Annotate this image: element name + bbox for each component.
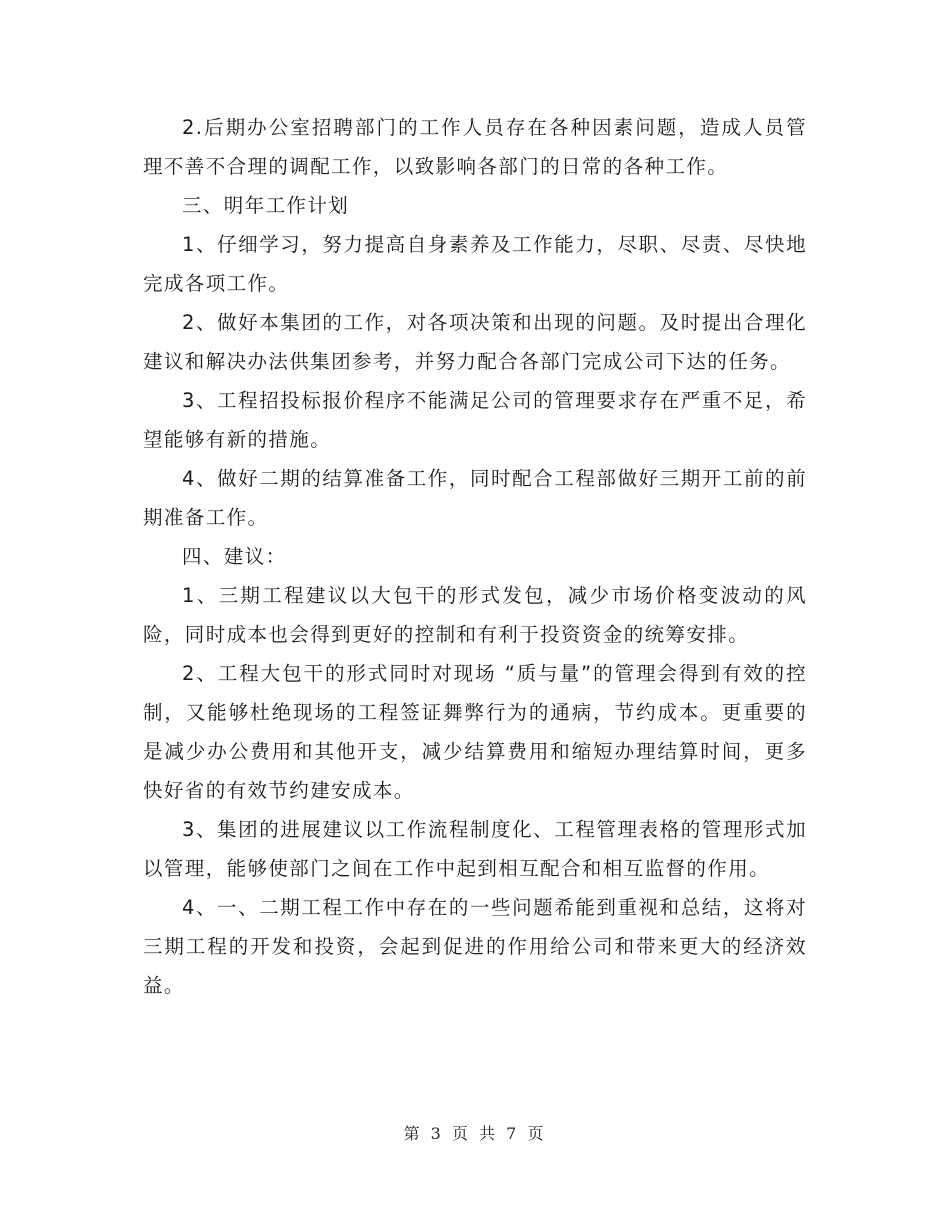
section-heading-next-year-plan: 三、明年工作计划 bbox=[182, 194, 350, 217]
page-number-footer: 第 3 页 共 7 页 bbox=[403, 1124, 547, 1143]
suggestion-item-3: 3、集团的进展建议以工作流程制度化、工程管理表格的管理形式加以管理，能够使部门之间在工作中起到相互配合和相互监督的作用。 bbox=[143, 818, 807, 880]
document-body bbox=[143, 108, 807, 1005]
suggestion-item-1: 1、三期工程建议以大包干的形式发包，减少市场价格变波动的风险，同时成本也会得到更好的控制和有利于投资资金的统筹安排。 bbox=[143, 584, 807, 646]
suggestion-item-2: 2、工程大包干的形式同时对现场 “质与量”的管理会得到有效的控制，又能够杜绝现场的工程签证舞弊行为的通病，节约成本。更重要的是减少办公费用和其他开支，减少结算费用和缩短办理结算时间，更多快好省的有效节约建安成本。 bbox=[143, 662, 807, 802]
plan-item-1: 1、仔细学习，努力提高自身素养及工作能力，尽职、尽责、尽快地完成各项工作。 bbox=[143, 233, 807, 295]
suggestion-item-4: 4、一、二期工程工作中存在的一些问题希能到重视和总结，这将对三期工程的开发和投资，会起到促进的作用给公司和带来更大的经济效益。 bbox=[143, 896, 807, 997]
paragraph-staffing-issue: 2.后期办公室招聘部门的工作人员存在各种因素问题，造成人员管理不善不合理的调配工作，以致影响各部门的日常的各种工作。 bbox=[143, 116, 807, 178]
section-heading-suggestions: 四、建议： bbox=[182, 545, 287, 568]
plan-item-2: 2、做好本集团的工作，对各项决策和出现的问题。及时提出合理化建议和解决办法供集团参考，并努力配合各部门完成公司下达的任务。 bbox=[143, 311, 807, 373]
plan-item-4: 4、做好二期的结算准备工作，同时配合工程部做好三期开工前的前期准备工作。 bbox=[143, 467, 807, 529]
plan-item-3: 3、工程招投标报价程序不能满足公司的管理要求存在严重不足，希望能够有新的措施。 bbox=[143, 389, 807, 451]
